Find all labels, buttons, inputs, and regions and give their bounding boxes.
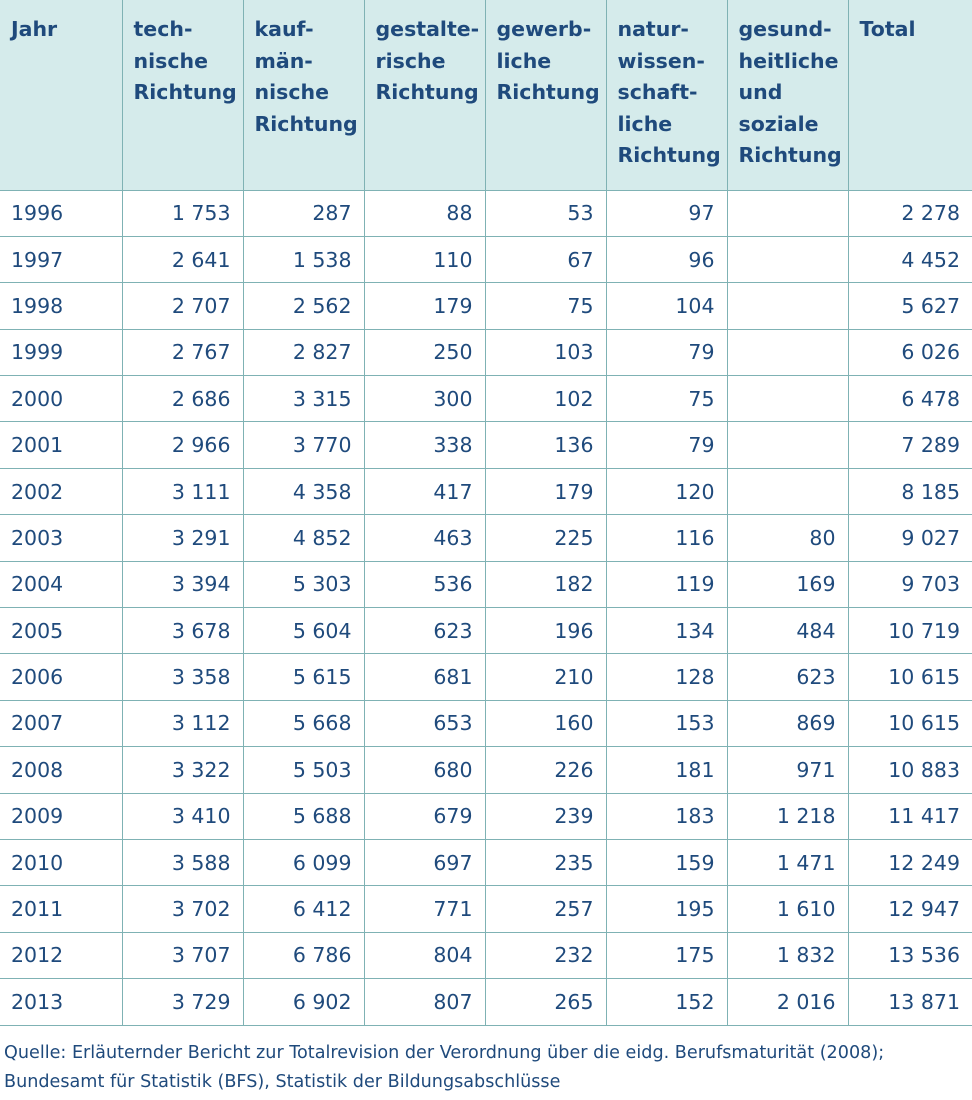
value-cell: 232	[485, 932, 606, 978]
total-cell: 9 703	[848, 561, 972, 607]
total-cell: 12 947	[848, 886, 972, 932]
value-cell: 2 767	[122, 329, 243, 375]
total-cell: 13 871	[848, 979, 972, 1025]
year-cell: 2000	[0, 376, 122, 422]
value-cell: 5 668	[243, 700, 364, 746]
source-note	[4, 1039, 969, 1097]
table-row	[0, 515, 972, 561]
value-cell: 463	[364, 515, 485, 561]
value-cell: 116	[606, 515, 727, 561]
total-cell: 9 027	[848, 515, 972, 561]
total-cell: 6 026	[848, 329, 972, 375]
value-cell: 6 099	[243, 839, 364, 885]
year-cell: 1997	[0, 236, 122, 282]
value-cell: 79	[606, 329, 727, 375]
table-header	[0, 0, 972, 190]
value-cell: 175	[606, 932, 727, 978]
table-row	[0, 932, 972, 978]
value-cell: 153	[606, 700, 727, 746]
header-row	[0, 0, 972, 190]
value-cell: 75	[606, 376, 727, 422]
total-cell: 7 289	[848, 422, 972, 468]
table-row	[0, 747, 972, 793]
table-row	[0, 700, 972, 746]
value-cell: 169	[727, 561, 848, 607]
total-cell: 10 719	[848, 608, 972, 654]
year-cell: 1999	[0, 329, 122, 375]
value-cell: 102	[485, 376, 606, 422]
year-cell: 2011	[0, 886, 122, 932]
value-cell: 134	[606, 608, 727, 654]
value-cell: 2 827	[243, 329, 364, 375]
value-cell: 195	[606, 886, 727, 932]
value-cell: 484	[727, 608, 848, 654]
year-cell: 2005	[0, 608, 122, 654]
value-cell: 2 686	[122, 376, 243, 422]
value-cell: 110	[364, 236, 485, 282]
value-cell: 5 303	[243, 561, 364, 607]
value-cell	[727, 422, 848, 468]
header-design: gestalte- rische Richtung	[364, 0, 485, 190]
value-cell: 971	[727, 747, 848, 793]
value-cell: 1 218	[727, 793, 848, 839]
value-cell: 182	[485, 561, 606, 607]
value-cell: 53	[485, 190, 606, 236]
value-cell: 120	[606, 468, 727, 514]
header-technical: tech- nische Richtung	[122, 0, 243, 190]
year-cell: 2004	[0, 561, 122, 607]
value-cell: 179	[485, 468, 606, 514]
table-row	[0, 886, 972, 932]
value-cell: 3 729	[122, 979, 243, 1025]
table-body	[0, 190, 972, 1025]
value-cell: 235	[485, 839, 606, 885]
value-cell: 160	[485, 700, 606, 746]
value-cell	[727, 329, 848, 375]
value-cell	[727, 283, 848, 329]
table-row	[0, 561, 972, 607]
year-cell: 2012	[0, 932, 122, 978]
value-cell: 3 394	[122, 561, 243, 607]
value-cell: 80	[727, 515, 848, 561]
year-cell: 2009	[0, 793, 122, 839]
year-cell: 1996	[0, 190, 122, 236]
value-cell: 6 902	[243, 979, 364, 1025]
source-line-1: Quelle: Erläuternder Bericht zur Totalrevision der Verordnung über die eidg. Berufsmaturität (2008);	[4, 1043, 885, 1063]
year-cell: 2006	[0, 654, 122, 700]
value-cell: 96	[606, 236, 727, 282]
table-row	[0, 422, 972, 468]
value-cell: 119	[606, 561, 727, 607]
year-cell: 2001	[0, 422, 122, 468]
table-row	[0, 468, 972, 514]
value-cell: 2 016	[727, 979, 848, 1025]
value-cell: 3 112	[122, 700, 243, 746]
value-cell: 623	[727, 654, 848, 700]
table-row	[0, 329, 972, 375]
value-cell: 152	[606, 979, 727, 1025]
value-cell: 3 322	[122, 747, 243, 793]
value-cell: 67	[485, 236, 606, 282]
total-cell: 10 615	[848, 700, 972, 746]
year-cell: 2013	[0, 979, 122, 1025]
value-cell: 5 604	[243, 608, 364, 654]
source-line-2: Bundesamt für Statistik (BFS), Statistik der Bildungsabschlüsse	[4, 1072, 561, 1092]
value-cell	[727, 468, 848, 514]
value-cell: 75	[485, 283, 606, 329]
value-cell: 3 111	[122, 468, 243, 514]
value-cell: 653	[364, 700, 485, 746]
value-cell: 181	[606, 747, 727, 793]
value-cell: 210	[485, 654, 606, 700]
total-cell: 10 615	[848, 654, 972, 700]
header-total: Total	[848, 0, 972, 190]
total-cell: 2 278	[848, 190, 972, 236]
value-cell: 3 410	[122, 793, 243, 839]
value-cell: 804	[364, 932, 485, 978]
value-cell: 681	[364, 654, 485, 700]
value-cell: 128	[606, 654, 727, 700]
value-cell: 239	[485, 793, 606, 839]
table-row	[0, 376, 972, 422]
value-cell: 4 358	[243, 468, 364, 514]
value-cell: 3 770	[243, 422, 364, 468]
year-cell: 2007	[0, 700, 122, 746]
value-cell: 3 291	[122, 515, 243, 561]
value-cell: 771	[364, 886, 485, 932]
value-cell: 265	[485, 979, 606, 1025]
value-cell: 680	[364, 747, 485, 793]
value-cell: 1 753	[122, 190, 243, 236]
value-cell: 2 707	[122, 283, 243, 329]
value-cell: 225	[485, 515, 606, 561]
total-cell: 8 185	[848, 468, 972, 514]
table-row	[0, 793, 972, 839]
value-cell: 807	[364, 979, 485, 1025]
value-cell: 97	[606, 190, 727, 236]
table-row	[0, 654, 972, 700]
value-cell: 1 471	[727, 839, 848, 885]
table-row	[0, 839, 972, 885]
header-health-social: gesund- heitliche und soziale Richtung	[727, 0, 848, 190]
value-cell: 4 852	[243, 515, 364, 561]
value-cell: 104	[606, 283, 727, 329]
value-cell: 3 588	[122, 839, 243, 885]
value-cell: 1 610	[727, 886, 848, 932]
value-cell: 6 412	[243, 886, 364, 932]
value-cell: 5 503	[243, 747, 364, 793]
value-cell: 88	[364, 190, 485, 236]
total-cell: 12 249	[848, 839, 972, 885]
header-trade: gewerb- liche Richtung	[485, 0, 606, 190]
year-cell: 2008	[0, 747, 122, 793]
value-cell: 257	[485, 886, 606, 932]
value-cell: 287	[243, 190, 364, 236]
year-cell: 2010	[0, 839, 122, 885]
value-cell: 679	[364, 793, 485, 839]
value-cell: 2 641	[122, 236, 243, 282]
total-cell: 10 883	[848, 747, 972, 793]
value-cell: 183	[606, 793, 727, 839]
year-cell: 2002	[0, 468, 122, 514]
value-cell	[727, 376, 848, 422]
header-commercial: kauf- män- nische Richtung	[243, 0, 364, 190]
year-cell: 2003	[0, 515, 122, 561]
total-cell: 6 478	[848, 376, 972, 422]
value-cell: 103	[485, 329, 606, 375]
value-cell: 1 832	[727, 932, 848, 978]
table-row	[0, 979, 972, 1025]
value-cell: 6 786	[243, 932, 364, 978]
value-cell: 5 615	[243, 654, 364, 700]
value-cell	[727, 190, 848, 236]
value-cell: 159	[606, 839, 727, 885]
value-cell: 3 702	[122, 886, 243, 932]
table-row	[0, 190, 972, 236]
value-cell: 3 358	[122, 654, 243, 700]
table-row	[0, 283, 972, 329]
total-cell: 11 417	[848, 793, 972, 839]
value-cell: 3 707	[122, 932, 243, 978]
value-cell: 2 966	[122, 422, 243, 468]
year-cell: 1998	[0, 283, 122, 329]
value-cell: 79	[606, 422, 727, 468]
value-cell: 300	[364, 376, 485, 422]
value-cell: 179	[364, 283, 485, 329]
value-cell: 697	[364, 839, 485, 885]
value-cell: 869	[727, 700, 848, 746]
value-cell: 136	[485, 422, 606, 468]
value-cell: 226	[485, 747, 606, 793]
table-row	[0, 608, 972, 654]
value-cell: 196	[485, 608, 606, 654]
value-cell: 338	[364, 422, 485, 468]
value-cell: 1 538	[243, 236, 364, 282]
value-cell: 5 688	[243, 793, 364, 839]
value-cell: 2 562	[243, 283, 364, 329]
value-cell: 417	[364, 468, 485, 514]
total-cell: 5 627	[848, 283, 972, 329]
total-cell: 13 536	[848, 932, 972, 978]
total-cell: 4 452	[848, 236, 972, 282]
value-cell: 536	[364, 561, 485, 607]
header-science: natur- wissen- schaft- liche Richtung	[606, 0, 727, 190]
header-year: Jahr	[0, 0, 122, 190]
value-cell: 3 315	[243, 376, 364, 422]
table-row	[0, 236, 972, 282]
value-cell: 3 678	[122, 608, 243, 654]
value-cell	[727, 236, 848, 282]
value-cell: 250	[364, 329, 485, 375]
value-cell: 623	[364, 608, 485, 654]
